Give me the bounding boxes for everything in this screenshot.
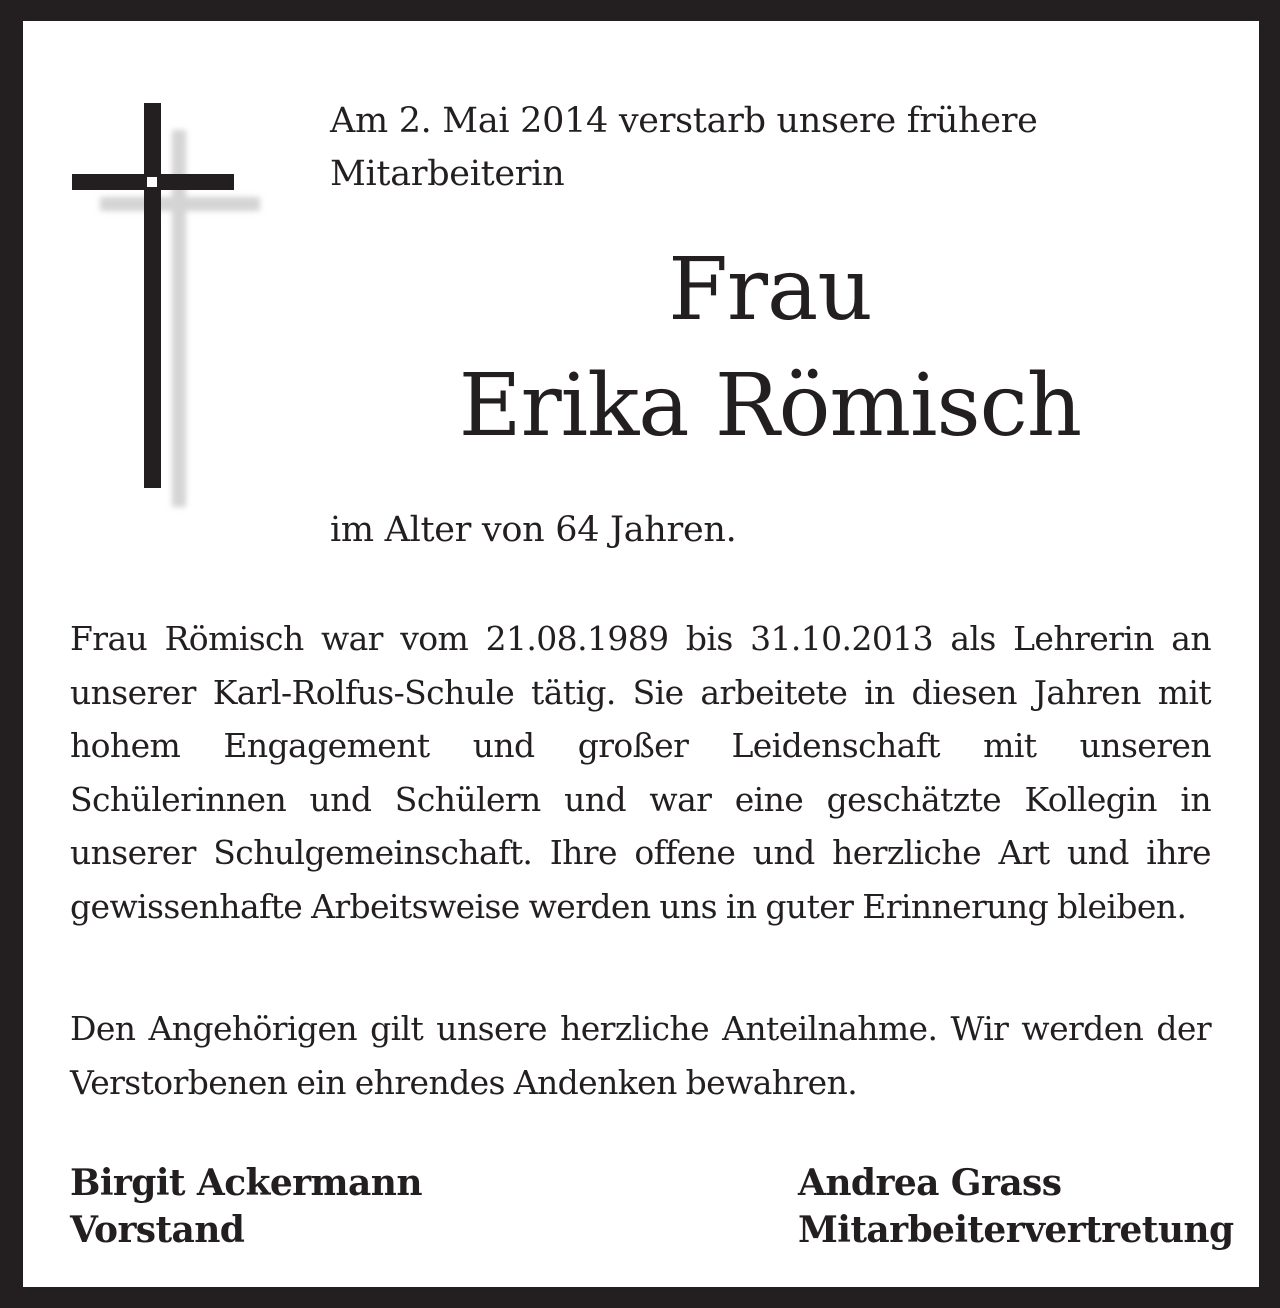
signer-role: Mitarbeitervertretung xyxy=(798,1209,1234,1251)
signer-role: Vorstand xyxy=(70,1209,245,1251)
intro-line-1: Am 2. Mai 2014 verstarb unsere frühere xyxy=(330,101,1038,141)
deceased-name: Erika Römisch xyxy=(458,356,1082,456)
signature-left xyxy=(70,1160,422,1254)
signature-right xyxy=(798,1160,1234,1254)
condolence-paragraph: Den Angehörigen gilt unsere herzliche Anteilnahme. Wir werden der Verstorbenen ein ehrendes Andenken bewahren. xyxy=(70,1009,1211,1102)
signer-name: Andrea Grass xyxy=(798,1162,1062,1204)
salutation: Frau xyxy=(668,240,872,340)
signer-name: Birgit Ackermann xyxy=(70,1162,422,1204)
deceased-name-block xyxy=(430,232,1110,464)
intro-text xyxy=(330,95,1130,201)
age-line: im Alter von 64 Jahren. xyxy=(330,510,737,550)
intro-line-2: Mitarbeiterin xyxy=(330,154,565,194)
tribute-paragraph: Frau Römisch war vom 21.08.1989 bis 31.10.2013 als Lehrerin an unserer Karl-Rolfus-Schule tätig. Sie arbeitete in diesen Jahren mit hohem Engagement und großer Leidenschaft mit unseren Schülerinnen und Schülern und war eine geschätzte Kollegin in unserer Schulgemeinschaft. Ihre offene und herzliche Art und ihre gewissenhafte Arbeitsweise werden uns in guter Erinnerung bleiben. xyxy=(70,619,1211,926)
